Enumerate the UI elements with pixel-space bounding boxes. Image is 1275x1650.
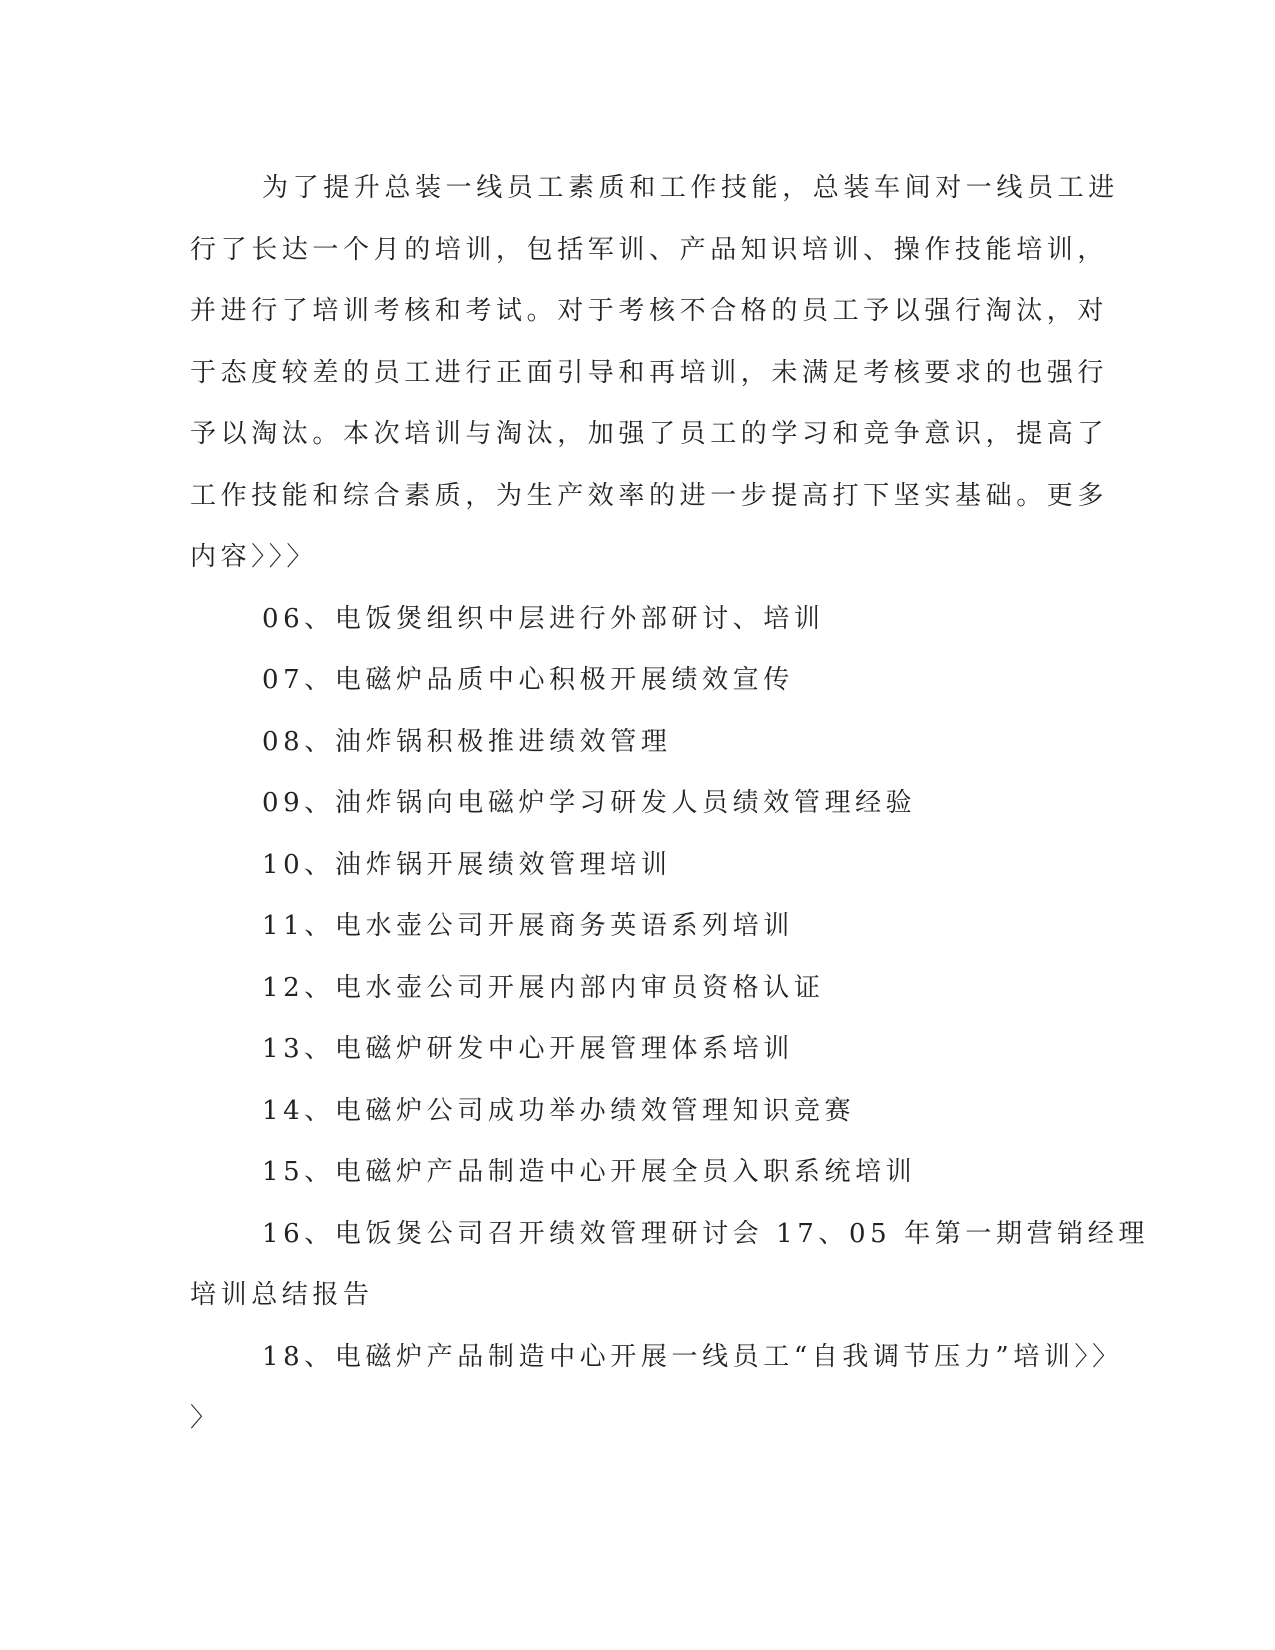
- more-content-link[interactable]: 内容〉〉〉: [190, 542, 318, 572]
- list-item-16-line2[interactable]: 培训总结报告: [190, 1280, 374, 1310]
- list-item[interactable]: 07、电磁炉品质中心积极开展绩效宣传: [262, 665, 794, 695]
- paragraph-line: 于态度较差的员工进行正面引导和再培训，未满足考核要求的也强行: [190, 357, 1109, 388]
- paragraph-line: 予以淘汰。本次培训与淘汰，加强了员工的学习和竞争意识，提高了: [190, 419, 1109, 449]
- list-item[interactable]: 09、油炸锅向电磁炉学习研发人员绩效管理经验: [262, 788, 917, 818]
- list-item[interactable]: 13、电磁炉研发中心开展管理体系培训: [262, 1034, 794, 1064]
- list-item-16-line1[interactable]: 16、电饭煲公司召开绩效管理研讨会 17、05 年第一期营销经理: [262, 1218, 1149, 1249]
- paragraph-line: 行了长达一个月的培训，包括军训、产品知识培训、操作技能培训，: [190, 234, 1109, 265]
- document-body: [190, 158, 1149, 1450]
- list-item[interactable]: 11、电水壶公司开展商务英语系列培训: [262, 911, 794, 941]
- list-item-18-line1[interactable]: 18、电磁炉产品制造中心开展一线员工“自我调节压力”培训〉〉: [262, 1341, 1123, 1372]
- paragraph-line: 工作技能和综合素质，为生产效率的进一步提高打下坚实基础。更多: [190, 480, 1109, 511]
- list-item[interactable]: 14、电磁炉公司成功举办绩效管理知识竞赛: [262, 1095, 856, 1126]
- list-item[interactable]: 15、电磁炉产品制造中心开展全员入职系统培训: [262, 1157, 917, 1187]
- list-item[interactable]: 06、电饭煲组织中层进行外部研讨、培训: [262, 603, 825, 634]
- paragraph-line: 并进行了培训考核和考试。对于考核不合格的员工予以强行淘汰，对: [190, 296, 1109, 326]
- paragraph-line: 为了提升总装一线员工素质和工作技能，总装车间对一线员工进: [262, 173, 1119, 203]
- list-item[interactable]: 12、电水壶公司开展内部内审员资格认证: [262, 972, 825, 1003]
- list-item[interactable]: 08、油炸锅积极推进绩效管理: [262, 726, 672, 757]
- list-item[interactable]: 10、油炸锅开展绩效管理培训: [262, 849, 672, 880]
- article-list: [190, 589, 1149, 1450]
- intro-paragraph: [190, 158, 1119, 589]
- list-item-18-line2[interactable]: 〉: [190, 1403, 221, 1433]
